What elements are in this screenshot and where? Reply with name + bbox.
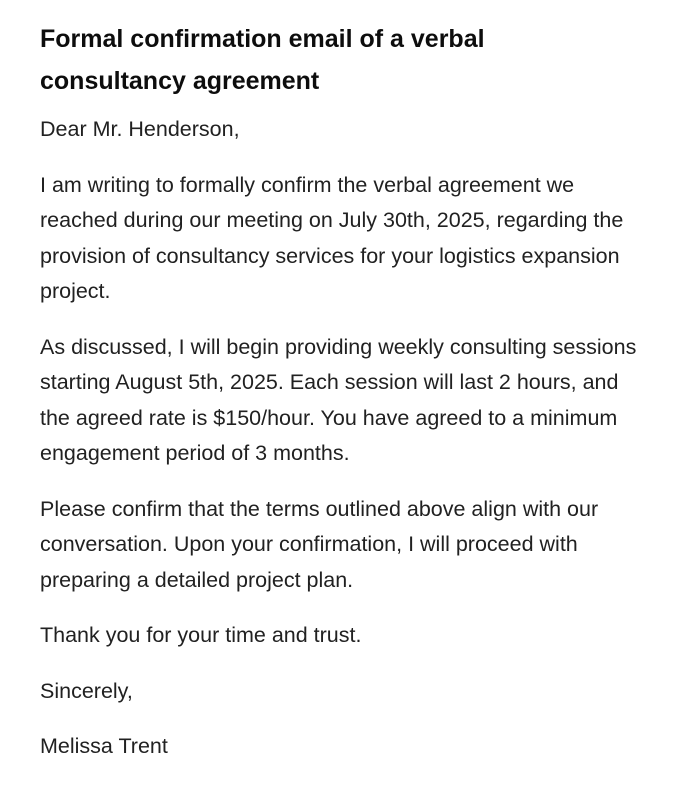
thanks-line: Thank you for your time and trust. xyxy=(40,623,362,647)
paragraph-agreement-confirmation: I am writing to formally confirm the verbal agreement we reached during our meeting on July 30th, 2025, regarding the provision of consultancy services for your logistics expansion project. xyxy=(40,172,624,303)
signoff: Sincerely, xyxy=(40,678,133,703)
signature-name: Melissa Trent xyxy=(40,734,168,758)
paragraph-confirmation-request: Please confirm that the terms outlined above align with our conversation. Upon your confirmation, I will proceed with preparing a detailed project plan. xyxy=(40,496,599,592)
paragraph-session-terms: As discussed, I will begin providing weekly consulting sessions starting August 5th, 2025. Each session will last 2 hours, and the agreed rate is $150/hour. You have agreed to a minimum engagement period of 3 months. xyxy=(40,334,637,465)
salutation: Dear Mr. Henderson, xyxy=(40,117,240,141)
document-title: Formal confirmation email of a verbal consultancy agreement xyxy=(40,25,485,95)
